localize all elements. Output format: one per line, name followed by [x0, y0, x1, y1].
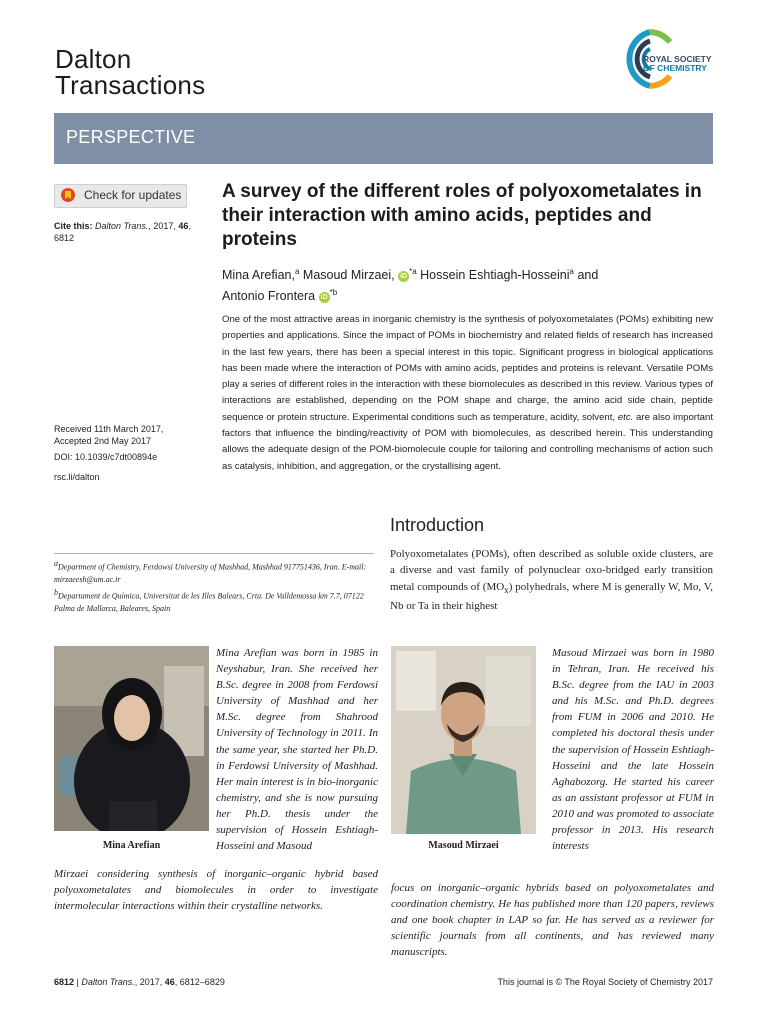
- intro-text: ) polyhedrals, where M is generally W, Mo, V, Nb or Ta in their highest: [390, 580, 713, 613]
- author-photo-masoud-mirzaei: [391, 646, 536, 834]
- received-date: Received 11th March 2017,: [54, 424, 164, 434]
- author-sup: a: [569, 267, 574, 276]
- photo-caption: Mina Arefian: [102, 840, 161, 851]
- publisher-name-line2: OF CHEMISTRY: [643, 63, 707, 73]
- affiliation-sup: a: [54, 559, 58, 568]
- cite-volume: 46: [178, 221, 189, 231]
- affiliation-sup: b: [54, 587, 58, 597]
- cite-journal: Dalton Trans.: [95, 221, 149, 231]
- author-sup: a: [294, 267, 300, 276]
- journal-title-line2: Transactions: [55, 70, 206, 100]
- author-name[interactable]: Masoud Mirzaei,: [302, 268, 395, 283]
- author-list: [222, 263, 702, 305]
- author-photo-mina-arefian: [54, 646, 209, 831]
- intro-subscript: x: [504, 584, 509, 595]
- publisher-name: [643, 55, 712, 73]
- author-name[interactable]: Mina Arefian,: [222, 268, 295, 283]
- paper-title: A survey of the different roles of polyoxometalates in their interaction with amino acids, peptides and proteins: [222, 181, 702, 250]
- check-for-updates-label: Check for updates: [84, 188, 182, 202]
- affiliation-a: [54, 558, 379, 587]
- biography-text: Mina Arefian was born in 1985 in Neyshabur, Iran. She received her B.Sc. degree in 2008 from Ferdowsi University of Mashhad and her M.Sc. degree from Shahrood University of Technology in 2011. In the same year, she started her Ph.D. in Ferdowsi University of Mashhad. Her main interest is in bio-inorganic chemistry, and she is now pursuing her Ph.D. thesis under the supervision of Hossein Eshtiagh-Hosseini and Masoud: [216, 647, 378, 853]
- footer-pages: , 6812–6829: [174, 977, 225, 987]
- biography-text: Masoud Mirzaei was born in 1980 in Tehran, Iran. He received his B.Sc. degree from the IAU in 2003 and his M.Sc. and Ph.D. degrees from FUM in 2006 and 2010. He completed his doctoral thesis under the supervision of Hossein Eshtiagh-Hosseini and the late Hossein Aghabozorg. He started his career as an assistant professor at FUM in 2010 and was promoted to associate professor in 2013. His research interests: [552, 647, 714, 853]
- cite-year: , 2017,: [148, 221, 179, 231]
- article-dates: [54, 423, 214, 447]
- abstract: [222, 312, 713, 475]
- citation: [54, 220, 204, 244]
- check-updates-icon: [60, 187, 76, 203]
- author-name[interactable]: Hossein Eshtiagh-Hosseini: [420, 268, 570, 283]
- introduction-text: [390, 546, 713, 614]
- abstract-text: One of the most attractive areas in inorganic chemistry is the synthesis of polyoxometalates (POMs) exhibiting new properties and applications. Since the impact of POMs in biochemistry and related fields of research has increased in the last few years, there has been a special interest in this topic. Significant progress in biological applications has been made where the interaction of POMs with amino acids, peptides and proteins is relevant. Versatile POMs play a series of different roles in the interaction with these biomolecules as described in this review. Various types of interactions are established, depending on the POM shape and charge, the amino acid side chain, peptide sequence or protein structure. Experimental conditions such as temperature, acidity, solvent,: [222, 314, 713, 423]
- footer-year: , 2017,: [134, 977, 165, 987]
- affiliation-divider: [54, 553, 374, 554]
- page-number: 6812: [54, 977, 75, 987]
- footer-volume: 46: [164, 977, 175, 987]
- author-and: and: [577, 268, 599, 283]
- biography-text: Mirzaei considering synthesis of inorganic–organic hybrid based polyoxometalates and biomolecules in order to investigate intermolecular interactions within their crystalline networks.: [54, 868, 378, 913]
- author-name[interactable]: Antonio Frontera: [222, 289, 316, 304]
- publisher-name-line1: ROYAL SOCIETY: [643, 54, 712, 64]
- journal-title-line1: Dalton: [55, 44, 132, 74]
- section-heading-introduction: Introduction: [390, 515, 485, 535]
- cite-label: Cite this:: [54, 221, 93, 231]
- cite-pages: , 6812: [54, 221, 191, 243]
- author-sup: *b: [329, 288, 338, 298]
- accepted-date: Accepted 2nd May 2017: [54, 436, 152, 446]
- affiliation-b: [54, 587, 379, 616]
- affiliation-text: Department of Chemistry, Ferdowsi University of Mashhad, Mashhad 917751436, Iran. E-mail: mirzaeesh@um.ac.ir: [54, 562, 367, 585]
- footer-separator: |: [74, 977, 82, 987]
- orcid-icon[interactable]: iD: [320, 294, 328, 302]
- intro-text: Polyoxometalates (POMs), often described as soluble oxide clusters, are a diverse and vast family of polynuclear oxo-bridged early transition metal compounds of (MO: [390, 548, 713, 593]
- abstract-text: are also important factors that influence the binding/reactivity of POM with biomolecules, as described herein. This understanding allows the adequate design of the POM-biomolecule couple for tailoring and controlling mechanisms of action such as catalysis, inhibition, and aggregation, or the crystallising agent.: [222, 411, 713, 472]
- page-footer-citation: [54, 977, 225, 987]
- journal-title: [55, 46, 205, 98]
- footer-journal: Dalton Trans.: [81, 977, 135, 987]
- author-sup: *a: [409, 267, 417, 276]
- copyright-notice: This journal is © The Royal Society of Chemistry 2017: [497, 977, 713, 987]
- article-type-label: PERSPECTIVE: [66, 127, 196, 147]
- biography-text: focus on inorganic–organic hybrids based on polyoxometalates and coordination chemistry. He has published more than 120 papers, reviews and one book chapter in LAP so far. He has served as a reviewer for scientific journals from all continents, and has reviewed many manuscripts.: [391, 882, 714, 959]
- orcid-icon[interactable]: iD: [400, 273, 408, 281]
- journal-link[interactable]: rsc.li/dalton: [54, 472, 100, 482]
- photo-caption: Masoud Mirzaei: [428, 840, 499, 851]
- abstract-etc: etc.: [617, 411, 634, 423]
- affiliations: [54, 558, 379, 615]
- doi-link[interactable]: DOI: 10.1039/c7dt00894e: [54, 452, 158, 462]
- affiliation-text: Departament de Química, Universitat de les Illes Balears, Crta. De Valldemossa km 7.7, 07122 Palma de Mallorca, Baleares, Spain: [54, 591, 364, 613]
